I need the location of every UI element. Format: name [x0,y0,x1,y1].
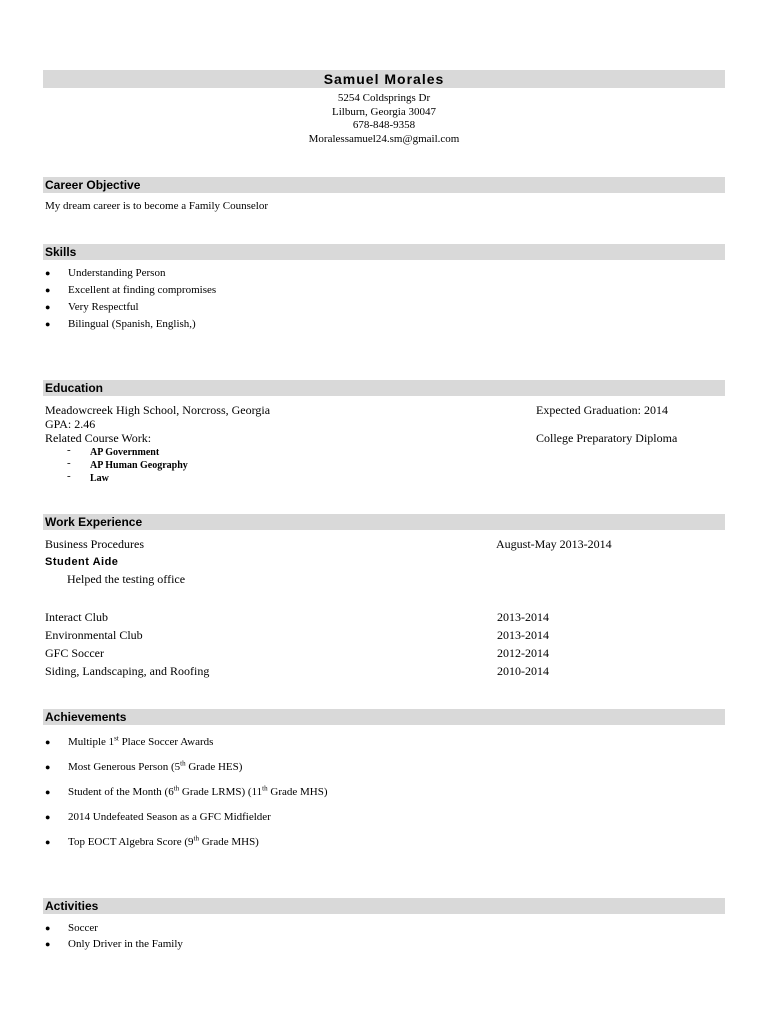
skills-bar [43,244,725,260]
bullet-icon: ● [45,939,51,949]
work-entry-dates: 2013-2014 [497,628,549,642]
list-item: ● Excellent at finding compromises [45,284,217,296]
work-entry-name: GFC Soccer [45,646,104,660]
address-line-1: 5254 Coldsprings Dr [337,92,431,104]
achievements-bar [43,709,725,725]
job-description: Helped the testing office [67,572,186,586]
name-bar [43,70,725,88]
list-item: ● Top EOCT Algebra Score (9th Grade MHS) [45,834,259,848]
work-entry-name: Siding, Landscaping, and Roofing [45,664,210,678]
career-objective-text: My dream career is to become a Family Counselor [45,200,268,212]
job-role: Student Aide [45,556,119,568]
list-item: ● Student of the Month (6th Grade LRMS) (11th Grade MHS) [45,784,328,798]
achievements-list [43,736,328,861]
email-address: Moralessamuel24.sm@gmail.com [308,132,460,145]
list-item: ● Bilingual (Spanish, English,) [45,318,196,330]
school-name: Meadowcreek High School, Norcross, Georgia [45,403,271,417]
bullet-icon: ● [45,285,51,295]
bullet-icon: ● [45,837,51,847]
education-bar [43,380,725,396]
candidate-name: Samuel Morales [323,71,445,87]
bullet-icon: ● [45,812,51,822]
list-item: ● Very Respectful [45,301,139,313]
diploma: College Preparatory Diploma [536,431,678,445]
list-item: ● Soccer [45,922,98,934]
dash-icon: - [67,444,71,456]
list-item: ● Understanding Person [45,267,166,279]
list-item: ● 2014 Undefeated Season as a GFC Midfielder [45,811,271,823]
education-heading: Education [45,381,104,395]
address-line-2: Lilburn, Georgia 30047 [332,105,436,118]
list-item: ● Multiple 1st Place Soccer Awards [45,734,214,748]
gpa: GPA: 2.46 [45,417,96,431]
list-item: - AP Government [67,444,160,458]
bullet-icon: ● [45,737,51,747]
work-entry-name: Interact Club [45,610,108,624]
course-list [67,446,188,485]
job-title: Business Procedures [45,537,144,551]
activities-list [43,922,183,954]
coursework-label: Related Course Work: [45,431,152,445]
bullet-icon: ● [45,923,51,933]
work-experience-heading: Work Experience [45,515,143,529]
bullet-icon: ● [45,787,51,797]
work-entry-name: Environmental Club [45,628,143,642]
expected-graduation: Expected Graduation: 2014 [536,403,668,417]
phone-number: 678-848-9358 [352,119,416,131]
skills-list [43,267,216,335]
career-objective-bar [43,177,725,193]
dash-icon: - [67,470,71,482]
work-entry-dates: 2013-2014 [497,610,549,624]
activities-bar [43,898,725,914]
dash-icon: - [67,457,71,469]
contact-block [0,92,768,146]
achievements-heading: Achievements [45,710,127,724]
skills-heading: Skills [45,245,77,259]
work-experience-bar [43,514,725,530]
list-item: ● Only Driver in the Family [45,938,183,950]
list-item: - AP Human Geography [67,457,188,471]
list-item: - Law [67,470,109,484]
work-entry-dates: 2010-2014 [497,664,549,678]
job-dates: August-May 2013-2014 [496,537,612,551]
list-item: ● Most Generous Person (5th Grade HES) [45,759,243,773]
bullet-icon: ● [45,319,51,329]
work-entry-dates: 2012-2014 [497,646,549,660]
activities-heading: Activities [45,899,99,913]
bullet-icon: ● [45,268,51,278]
bullet-icon: ● [45,302,51,312]
career-objective-heading: Career Objective [45,178,141,192]
bullet-icon: ● [45,762,51,772]
